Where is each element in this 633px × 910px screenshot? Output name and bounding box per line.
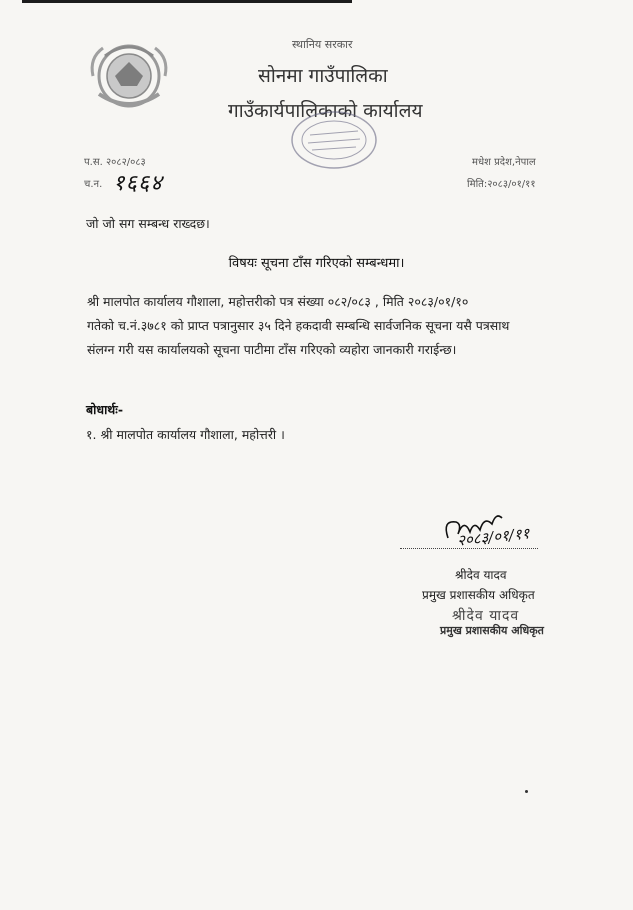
letter-subject: विषयः सूचना टाँस गरिएको सम्बन्धमा। bbox=[228, 256, 405, 271]
signature-line bbox=[400, 548, 538, 549]
signatory-name: श्रीदेव यादव bbox=[455, 568, 507, 582]
header-subtitle: स्थानिय सरकार bbox=[292, 38, 353, 51]
signatory-title: प्रमुख प्रशासकीय अधिकृत bbox=[422, 588, 535, 602]
dispatch-label: च.न. bbox=[84, 179, 103, 190]
government-emblem-seal bbox=[85, 36, 173, 112]
signature-date-handwritten: २०८३/०१/११ bbox=[456, 524, 531, 550]
stamped-title: प्रमुख प्रशासकीय अधिकृत bbox=[440, 624, 544, 637]
body-line: संलग्न गरी यस कार्यालयको सूचना पाटीमा टाँस गरिएको व्यहोरा जानकारी गराईन्छ। bbox=[87, 342, 457, 357]
province-name: मधेश प्रदेश,नेपाल bbox=[472, 157, 536, 168]
letter-date: मिति:२०८३/०१/११ bbox=[467, 179, 536, 190]
body-line: गतेको च.नं.३७८१ को प्राप्त पत्रानुसार ३५ दिने हकदावी सम्बन्धि सार्वजनिक सूचना यसै पत्रसाथ bbox=[87, 318, 510, 333]
reference-number: प.स. २०८२/०८३ bbox=[84, 157, 146, 168]
scan-speck bbox=[525, 790, 528, 793]
body-line: श्री मालपोत कार्यालय गौशाला, महोत्तरीको पत्र संख्या ०८२/०८३ , मिति २०८३/०१/१० bbox=[87, 294, 469, 309]
cc-heading: बोधार्थः- bbox=[86, 402, 124, 417]
stamped-name: श्रीदेव यादव bbox=[452, 608, 520, 624]
letter-body bbox=[87, 290, 557, 362]
addressee: जो जो सग सम्बन्ध राख्दछ। bbox=[86, 216, 210, 231]
cc-item: १. श्री मालपोत कार्यालय गौशाला, महोत्तरी । bbox=[86, 427, 285, 442]
municipality-name: सोनमा गाउँपालिका bbox=[258, 65, 388, 87]
office-name: गाउँकार्यपालिकाको कार्यालय bbox=[228, 100, 423, 122]
office-round-stamp bbox=[288, 107, 380, 173]
top-edge-bar bbox=[22, 0, 352, 3]
dispatch-number-handwritten: १६६४ bbox=[113, 171, 163, 196]
